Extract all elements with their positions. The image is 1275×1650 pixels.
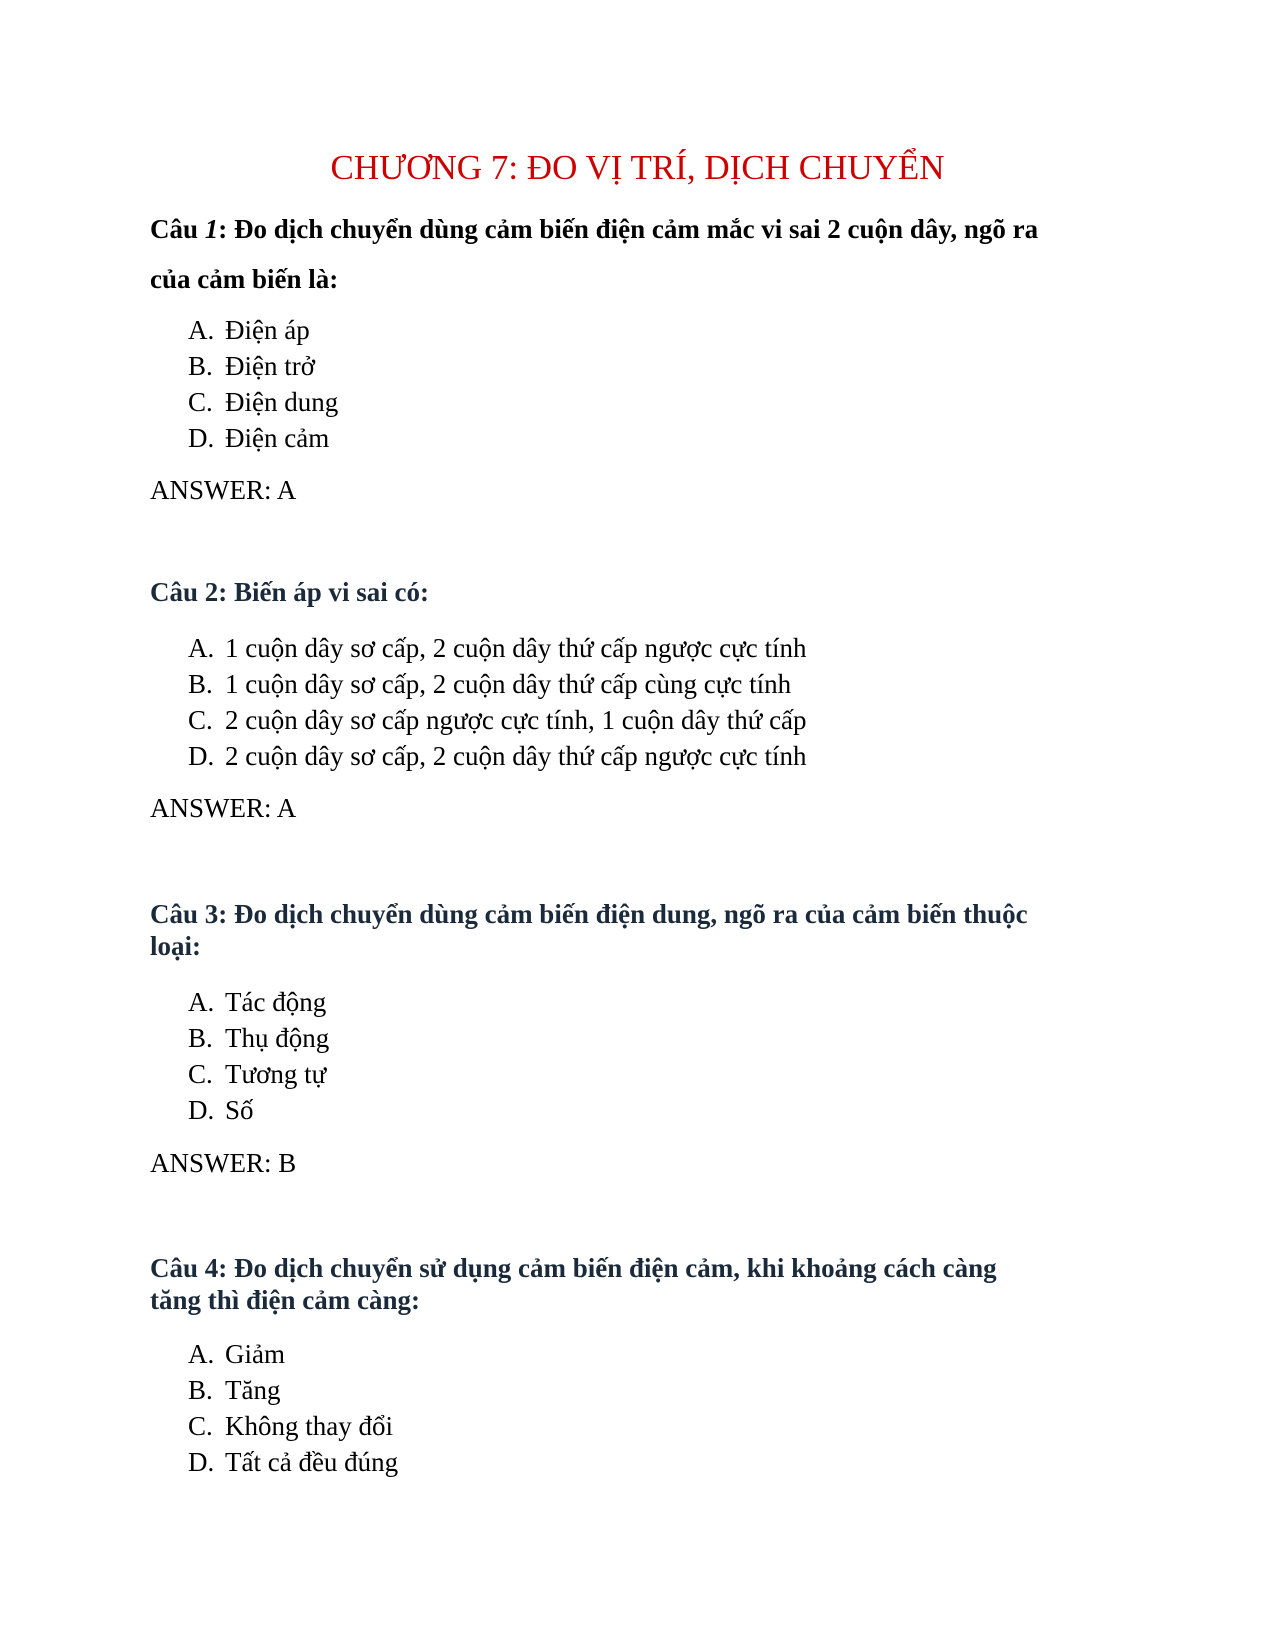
option-item <box>188 630 807 666</box>
option-text: Thụ động <box>225 1023 330 1053</box>
option-letter: B. <box>188 1023 213 1053</box>
option-item <box>188 384 338 420</box>
option-letter: B. <box>188 351 213 381</box>
option-text: Điện dung <box>225 387 339 417</box>
question-4-line-1: Câu 4: Đo dịch chuyển sử dụng cảm biến điện cảm, khi khoảng cách càng <box>150 1253 997 1283</box>
option-item <box>188 1372 398 1408</box>
option-letter: C. <box>188 705 213 735</box>
option-letter: B. <box>188 669 213 699</box>
option-item <box>188 738 807 774</box>
option-item <box>188 312 338 348</box>
option-text: Điện cảm <box>225 423 330 453</box>
question-1-line-2: của cảm biến là: <box>150 264 339 294</box>
option-letter: D. <box>188 1447 215 1477</box>
question-1-line-1 <box>150 204 1130 254</box>
option-item <box>188 420 338 456</box>
option-letter: B. <box>188 1375 213 1405</box>
question-2-answer: ANSWER: A <box>150 793 297 823</box>
option-text: Giảm <box>225 1339 285 1369</box>
option-letter: C. <box>188 1059 213 1089</box>
option-item <box>188 1092 329 1128</box>
question-2-text: Câu 2: Biến áp vi sai có: <box>150 577 430 607</box>
page-title: CHƯƠNG 7: ĐO VỊ TRÍ, DỊCH CHUYỂN <box>330 148 945 187</box>
option-text: 1 cuộn dây sơ cấp, 2 cuộn dây thứ cấp ngược cực tính <box>225 633 807 663</box>
question-1-prefix: Câu <box>150 214 205 244</box>
option-letter: A. <box>188 987 215 1017</box>
option-letter: D. <box>188 423 215 453</box>
option-text: Tương tự <box>225 1059 327 1089</box>
option-text: 1 cuộn dây sơ cấp, 2 cuộn dây thứ cấp cùng cực tính <box>225 669 792 699</box>
question-4-options <box>188 1336 398 1480</box>
question-4-text <box>150 1252 1130 1316</box>
option-text: Tất cả đều đúng <box>225 1447 399 1477</box>
option-text: Điện áp <box>225 315 310 345</box>
question-1-text <box>150 204 1130 304</box>
option-text: Số <box>225 1095 254 1125</box>
question-3-options <box>188 984 329 1128</box>
option-item <box>188 348 338 384</box>
question-3-text <box>150 898 1130 962</box>
option-item <box>188 1020 329 1056</box>
option-text: Tác động <box>225 987 327 1017</box>
option-text: 2 cuộn dây sơ cấp, 2 cuộn dây thứ cấp ngược cực tính <box>225 741 807 771</box>
option-text: Không thay đổi <box>225 1411 393 1441</box>
question-3-line-1: Câu 3: Đo dịch chuyển dùng cảm biến điện dung, ngõ ra của cảm biến thuộc <box>150 899 1028 929</box>
option-letter: C. <box>188 387 213 417</box>
question-3-answer: ANSWER: B <box>150 1148 297 1178</box>
option-item <box>188 1336 398 1372</box>
option-item <box>188 666 807 702</box>
question-2-options <box>188 630 807 774</box>
option-text: 2 cuộn dây sơ cấp ngược cực tính, 1 cuộn dây thứ cấp <box>225 705 807 735</box>
question-4-line-2: tăng thì điện cảm càng: <box>150 1285 420 1315</box>
option-text: Điện trở <box>225 351 316 381</box>
option-letter: D. <box>188 741 215 771</box>
option-letter: A. <box>188 315 215 345</box>
option-item <box>188 984 329 1020</box>
option-letter: A. <box>188 1339 215 1369</box>
option-text: Tăng <box>225 1375 281 1405</box>
option-item <box>188 1408 398 1444</box>
option-item <box>188 702 807 738</box>
question-1-options <box>188 312 338 456</box>
question-1-number: 1 <box>204 214 219 244</box>
option-letter: D. <box>188 1095 215 1125</box>
question-1-body: : Đo dịch chuyển dùng cảm biến điện cảm mắc vi sai 2 cuộn dây, ngõ ra <box>218 214 1039 244</box>
option-letter: A. <box>188 633 215 663</box>
option-item <box>188 1056 329 1092</box>
option-item <box>188 1444 398 1480</box>
question-3-line-2: loại: <box>150 931 201 961</box>
option-letter: C. <box>188 1411 213 1441</box>
question-1-answer: ANSWER: A <box>150 475 297 505</box>
